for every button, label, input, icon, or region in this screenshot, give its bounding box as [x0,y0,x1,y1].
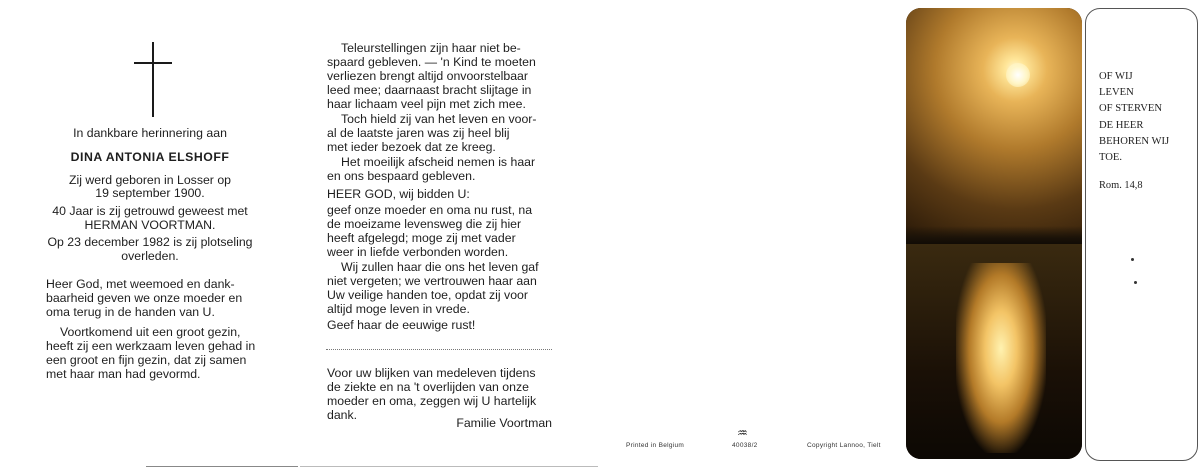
paragraph-line: baarheid geven we onze moeder en [46,291,243,305]
thanks-line: dank. [327,408,358,422]
signature: Familie Voortman [456,416,552,430]
publisher-logo-icon: ♒ [737,426,748,440]
verse-reference: Rom. 14,8 [1099,180,1143,191]
sky [906,8,1082,244]
prayer-heading: HEER GOD, wij bidden U: [327,187,470,201]
intro-text: In dankbare herinnering aan [73,126,227,140]
birth-line-1: Zij werd geboren in Losser op [69,173,231,187]
bible-verse [1099,69,1169,166]
paragraph-line: haar lichaam veel pijn met zich mee. [327,97,526,111]
verse-line: BEHOREN WIJ [1099,135,1170,147]
thanks-line: moeder en oma, zeggen wij U hartelijk [327,394,537,408]
divider [326,349,552,350]
prayer-line: Wij zullen haar die ons het leven gaf [341,260,539,274]
paragraph-line: Teleurstellingen zijn haar niet be- [341,41,521,55]
closing-line: Geef haar de eeuwige rust! [327,318,476,332]
deceased-name: DINA ANTONIA ELSHOFF [70,150,230,164]
verse-line: TOE. [1099,152,1123,164]
paragraph-line: Heer God, met weemoed en dank- [46,277,235,291]
horizon [906,226,1082,246]
prayer-line: geef onze moeder en oma nu rust, na [327,203,533,217]
thanks-line: Voor uw blijken van medeleven tijdens [327,366,536,380]
copyright-text: Copyright Lannoo, Tielt [807,442,881,449]
prayer-line: de moeizame levensweg die zij hier [327,217,522,231]
birth-line-2: 19 september 1900. [95,186,205,200]
sunset-photo [906,8,1082,459]
verse-line: DE HEER [1099,119,1144,131]
paragraph-line: met ieder bezoek dat ze kreeg. [327,140,496,154]
paragraph-line: Toch hield zij van het leven en voor- [341,112,537,126]
verse-line: OF WIJ [1099,71,1133,82]
printed-text: Printed in Belgium [626,442,685,449]
marriage-line-2: HERMAN VOORTMAN. [84,218,216,232]
cross-icon-bar [134,62,172,64]
paragraph-line: een groot en fijn gezin, dat zij samen [46,353,247,367]
fold-line [300,466,598,467]
prayer-line: niet vergeten; we vertrouwen haar aan [327,274,537,288]
left-panel [0,0,300,471]
thanks-line: de ziekte en na 't overlijden van onze [327,380,529,394]
paragraph-line: met haar man had gevormd. [46,367,201,381]
verse-line: OF STERVEN [1099,103,1163,115]
death-line-2: overleden. [121,249,179,263]
prayer-line: altijd moge leven in vrede. [327,302,470,316]
cross-icon [152,42,154,117]
prayer-line: heeft afgelegd; moge zij met vader [327,231,516,245]
paragraph-line: al de laatste jaren was zij heel blij [327,126,510,140]
paragraph-line: leed mee; daarnaast bracht slijtage in [327,83,532,97]
prayer-line: Uw veilige handen toe, opdat zij voor [327,288,528,302]
marriage-line-1: 40 Jaar is zij getrouwd geweest met [52,204,248,218]
paragraph-line: en ons bespaard gebleven. [327,169,476,183]
sun-reflection [956,263,1046,453]
paragraph-line: spaard gebleven. — 'n Kind te moeten [327,55,536,69]
fold-line [146,466,298,467]
paragraph-line: Het moeilijk afscheid nemen is haar [341,155,536,169]
sun-icon [1006,63,1030,87]
death-line-1: Op 23 december 1982 is zij plotseling [47,235,253,249]
paragraph-line: heeft zij een werkzaam leven gehad in [46,339,256,353]
verse-line: LEVEN [1099,87,1134,99]
paragraph-line: Voortkomend uit een groot gezin, [60,325,241,339]
dot [1131,258,1134,261]
dot [1134,281,1137,284]
prayer-line: weer in liefde verbonden worden. [327,245,509,259]
product-code: 40038/2 [732,442,758,449]
paragraph-line: verliezen brengt altijd onvoorstelbaar [327,69,528,83]
paragraph-line: oma terug in de handen van U. [46,305,215,319]
